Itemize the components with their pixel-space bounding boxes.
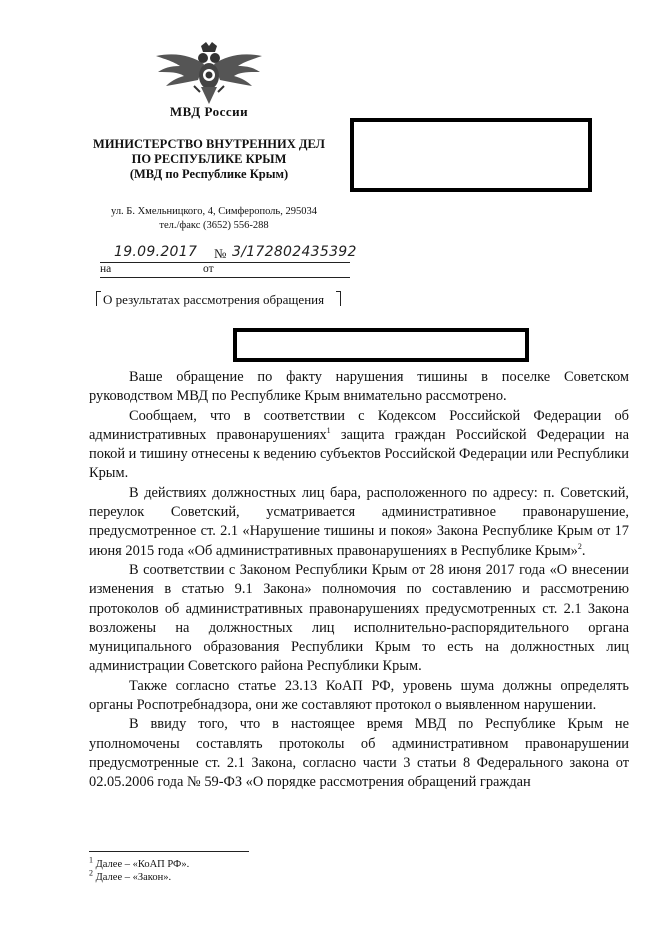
letter-body <box>89 368 629 793</box>
ministry-name <box>80 137 338 182</box>
footnote-ref-2: 2 <box>577 541 582 551</box>
subject-bracket-left <box>96 291 101 306</box>
footnote-2: $^2$ Далее – «Закон». <box>89 868 172 883</box>
address-line: ул. Б. Хмельницкого, 4, Симферополь, 295034 <box>111 206 317 217</box>
subject-bracket-right <box>336 291 341 306</box>
phone-line: тел./факс (3652) 556-288 <box>159 220 269 231</box>
redacted-addressee-box <box>233 328 529 362</box>
paragraph-4: В соответствии с Законом Республики Крым от 28 июня 2017 года «О внесении изменения в статью 9.1 Закона» полномочия по составлению и рассмотрению протоколов об административных правонарушениях предусмотренных ст. 2.1 Закона возложены на должностных лиц исполнительно-распорядительного органа муниципального образования Республики Крым то есть на должностных лиц администрации Советского района Республики Крым. <box>89 561 629 675</box>
ministry-line-2: ПО РЕСПУБЛИКЕ КРЫМ <box>131 152 287 166</box>
registration-line <box>100 238 357 278</box>
ot-label: от <box>203 263 214 275</box>
ministry-address <box>80 205 348 233</box>
paragraph-3: В действиях должностных лиц бара, расположенного по адресу: п. Советский, переулок Советский, усматривается административное правонарушение, предусмотренное ст. 2.1 «Нарушение тишины и покоя» Закона Республике Крым от 17 июня 2015 года «Об административных правонарушениях в Республике Крым»$^2$. <box>89 484 629 559</box>
ministry-line-3: (МВД по Республике Крым) <box>129 167 289 181</box>
paragraph-6: В ввиду того, что в настоящее время МВД по Республике Крым не уполномочены составлять протоколы об административном правонарушении предусмотренные ст. 2.1 Закона, согласно части 3 статьи 8 Федерального закона от 02.05.2006 года № 59-ФЗ «О порядке рассмотрения обращений граждан <box>89 716 629 791</box>
ministry-line-1: МИНИСТЕРСТВО ВНУТРЕННИХ ДЕЛ <box>93 137 325 151</box>
na-ot-underline <box>100 277 350 278</box>
subject-line: О результатах рассмотрения обращения <box>103 292 325 307</box>
registration-number: 3/172802435392 <box>232 244 357 260</box>
registration-date: 19.09.2017 <box>114 244 198 260</box>
number-sign: № <box>214 246 227 261</box>
paragraph-1: Ваше обращение по факту нарушения тишины в поселке Советском руководством МВД по Республике Крым внимательно рассмотрено. <box>89 369 629 405</box>
footnote-1: $^1$ Далее – «КоАП РФ». <box>89 855 190 870</box>
eagle-emblem-icon <box>154 42 264 108</box>
paragraph-5: Также согласно статье 23.13 КоАП РФ, уровень шума должны определять органы Роспотребнадзора, они же составляют протокол о выявленном нарушении. <box>89 677 629 714</box>
paragraph-2: Сообщаем, что в соответствии с Кодексом Российской Федерации об административных правонарушениях$^1$ защита граждан Российской Федерации на покой и тишину отнесены к ведению субъектов Российской Федерации или Республики Крым. <box>89 407 629 482</box>
footnotes <box>89 855 190 884</box>
na-label: на <box>100 263 112 275</box>
org-short-name: МВД России <box>169 104 249 119</box>
footnote-rule <box>89 851 249 852</box>
footnote-ref-1: 1 <box>326 426 331 436</box>
redacted-recipient-box <box>350 118 592 192</box>
registration-underline <box>100 262 350 263</box>
